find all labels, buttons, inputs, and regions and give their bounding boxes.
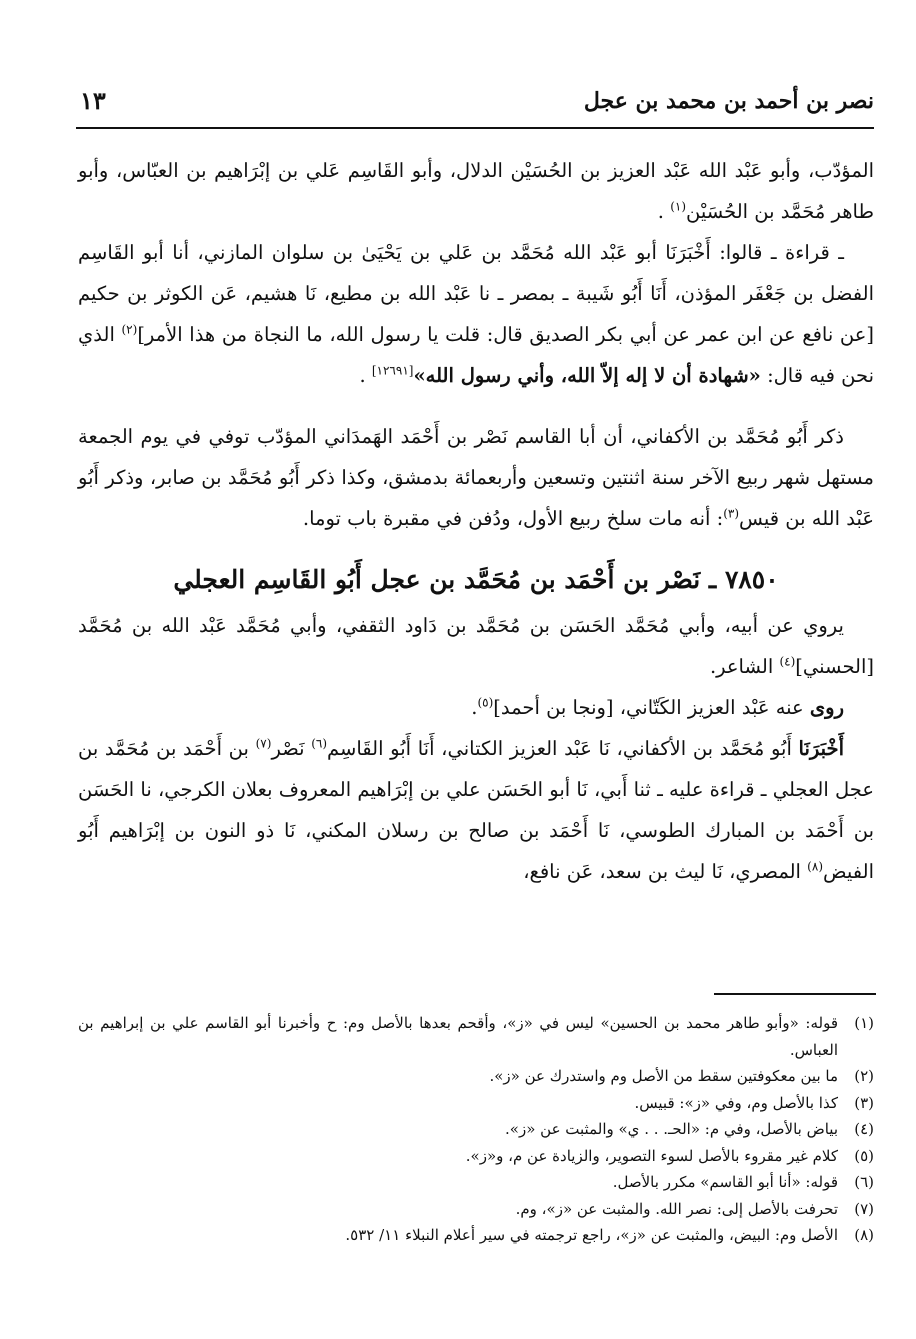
paragraph-5-text: عنه عَبْد العزيز الكَتّاني، [ونجا بن أحمد] bbox=[493, 696, 810, 719]
footnote-ref-6: (٦) bbox=[311, 736, 328, 751]
paragraph-6-text-c: بن أَحْمَد بن مُحَمَّد بن عجل العجلي ـ قراءة عليه ـ ثنا أَبي، نَا أبو الحَسَن علي بن إبْرَاهيم المعروف بعلان الكرجي، نا الحَسَن بن أَحْمَد بن المبارك الطوسي، نَا أَحْمَد بن صالح بن رسلان المكني، نَا ذو النون بن إبْرَاهيم أَبُو الفيض bbox=[78, 737, 874, 883]
footnote-ref-8: (٨) bbox=[807, 859, 823, 874]
footnote-ref-2: (٢) bbox=[121, 322, 138, 337]
main-text bbox=[78, 150, 874, 892]
footnote-ref-7: (٧) bbox=[255, 736, 272, 751]
paragraph-2 bbox=[78, 232, 874, 396]
footnotes bbox=[78, 1010, 874, 1249]
running-header bbox=[76, 84, 874, 124]
paragraph-3 bbox=[78, 416, 874, 539]
paragraph-2-text: ـ قراءة ـ قالوا: أَخْبَرَنَا أبو عَبْد الله مُحَمَّد بن عَلي بن يَحْيَىٰ بن سلوان المازني، أنا أبو القَاسِم الفضل بن جَعْفَر المؤذن، أَنَا أَبُو شَيبة ـ بمصر ـ نا عَبْد الله بن مطيع، نَا هشيم، عَن الكوثر بن حكيم [عن نافع عن ابن عمر عن أبي بكر الصديق قال: قلت يا رسول الله، ما النجاة من هذا الأمر] bbox=[78, 241, 874, 346]
footnote-text: قوله: «وأبو طاهر محمد بن الحسين» ليس في «ز»، وأقحم بعدها بالأصل وم: ح وأخبرنا أبو القاسم علي بن إبراهيم بن العباس. bbox=[78, 1014, 838, 1059]
hadith-text: «شهادة أن لا إله إلاّ الله، وأني رسول الله» bbox=[413, 364, 761, 387]
paragraph-6-text-b: نَصْر bbox=[271, 737, 312, 760]
footnote-item bbox=[78, 1143, 874, 1170]
paragraph-4 bbox=[78, 605, 874, 687]
paragraph-5 bbox=[78, 687, 874, 728]
footnote-number: (٢) bbox=[854, 1067, 874, 1085]
footnote-ref-5: (٥) bbox=[477, 695, 494, 710]
footnote-text: تحرفت بالأصل إلى: نصر الله. والمثبت عن «ز»، وم. bbox=[515, 1199, 838, 1218]
footnote-text: ما بين معكوفتين سقط من الأصل وم واستدرك عن «ز». bbox=[489, 1067, 838, 1085]
paragraph-1-text: المؤدّب، وأبو عَبْد الله عَبْد العزيز بن الحُسَيْن الدلال، وأبو القَاسِم عَلي بن إبْرَاهيم بن العبّاس، وأبو طاهر مُحَمَّد بن الحُسَيْن bbox=[78, 159, 874, 223]
footnote-rule bbox=[714, 993, 876, 995]
footnote-number: (٨) bbox=[854, 1226, 874, 1244]
hadith-number: [١٢٦٩١] bbox=[371, 363, 414, 378]
entry-heading: ٧٨٥٠ ـ نَصْر بن أَحْمَد بن مُحَمَّد بن عجل أَبُو القَاسِم العجلي bbox=[173, 565, 779, 594]
paragraph-1-end: . bbox=[657, 200, 671, 223]
footnote-number: (٣) bbox=[854, 1093, 874, 1112]
footnote-number: (٦) bbox=[854, 1173, 874, 1191]
footnote-item bbox=[78, 1169, 874, 1196]
footnote-text: بياض بالأصل، وفي م: «الحـ. . . ي» والمثبت عن «ز». bbox=[505, 1120, 838, 1138]
footnote-number: (١) bbox=[854, 1014, 874, 1032]
paragraph-6-lead: أَخْبَرَنَا bbox=[798, 737, 844, 760]
footnote-item bbox=[78, 1196, 874, 1223]
footnote-item bbox=[78, 1222, 874, 1249]
footnote-ref-4: (٤) bbox=[779, 654, 796, 669]
paragraph-4-end: الشاعر. bbox=[709, 655, 780, 678]
header-rule bbox=[76, 127, 874, 129]
paragraph-5-end: . bbox=[471, 696, 478, 719]
paragraph-1 bbox=[78, 150, 874, 232]
footnote-text: كذا بالأصل وم، وفي «ز»: قبيس. bbox=[634, 1093, 838, 1112]
page-number: ١٣ bbox=[80, 86, 106, 115]
footnote-ref-1: (١) bbox=[670, 199, 687, 214]
paragraph-6-text-a: أَبُو مُحَمَّد بن الأكفاني، نَا عَبْد العزيز الكتاني، أَنَا أَبُو القَاسِم bbox=[327, 737, 799, 760]
paragraph-3-text-b: : أنه مات سلخ ربيع الأول، ودُفن في مقبرة باب توما. bbox=[302, 507, 724, 530]
paragraph-2-end: . bbox=[359, 364, 372, 387]
paragraph-6-text-d: المصري، نَا ليث بن سعد، عَن نافع، bbox=[523, 860, 808, 883]
footnote-item bbox=[78, 1063, 874, 1090]
footnote-text: كلام غير مقروء بالأصل لسوء التصوير، والزيادة عن م، و«ز». bbox=[465, 1146, 838, 1165]
header-title: نصر بن أحمد بن محمد بن عجل bbox=[583, 88, 874, 114]
footnote-item bbox=[78, 1090, 874, 1117]
paragraph-5-lead: روى bbox=[809, 696, 844, 719]
footnote-text: قوله: «أنا أبو القاسم» مكرر بالأصل. bbox=[612, 1173, 838, 1191]
footnote-number: (٥) bbox=[854, 1146, 874, 1165]
paragraph-2-mid: الذي نحن فيه قال: bbox=[78, 323, 874, 387]
footnote-ref-3: (٣) bbox=[723, 506, 740, 521]
footnote-item bbox=[78, 1116, 874, 1143]
paragraph-3-text-a: ذكر أَبُو مُحَمَّد بن الأكفاني، أن أبا القاسم نَصْر بن أَحْمَد الهَمدَاني المؤدّب توفي في يوم الجمعة مستهل شهر ربيع الآخر سنة اثنتين وتسعين وأربعمائة بدمشق، وكذا ذكر أَبُو مُحَمَّد بن صابر، وذكر أَبُو عَبْد الله بن قيس bbox=[78, 425, 874, 530]
paragraph-6 bbox=[78, 728, 874, 892]
footnote-number: (٤) bbox=[854, 1120, 874, 1138]
footnote-number: (٧) bbox=[854, 1199, 874, 1218]
paragraph-4-text: يروي عن أبيه، وأبي مُحَمَّد الحَسَن بن مُحَمَّد بن دَاود الثقفي، وأبي مُحَمَّد عَبْد الله بن مُحَمَّد [الحسني] bbox=[78, 614, 874, 678]
footnote-item bbox=[78, 1010, 874, 1063]
footnote-text: الأصل وم: البيض، والمثبت عن «ز»، راجع ترجمته في سير أعلام النبلاء ١١/ ٥٣٢. bbox=[345, 1226, 838, 1244]
